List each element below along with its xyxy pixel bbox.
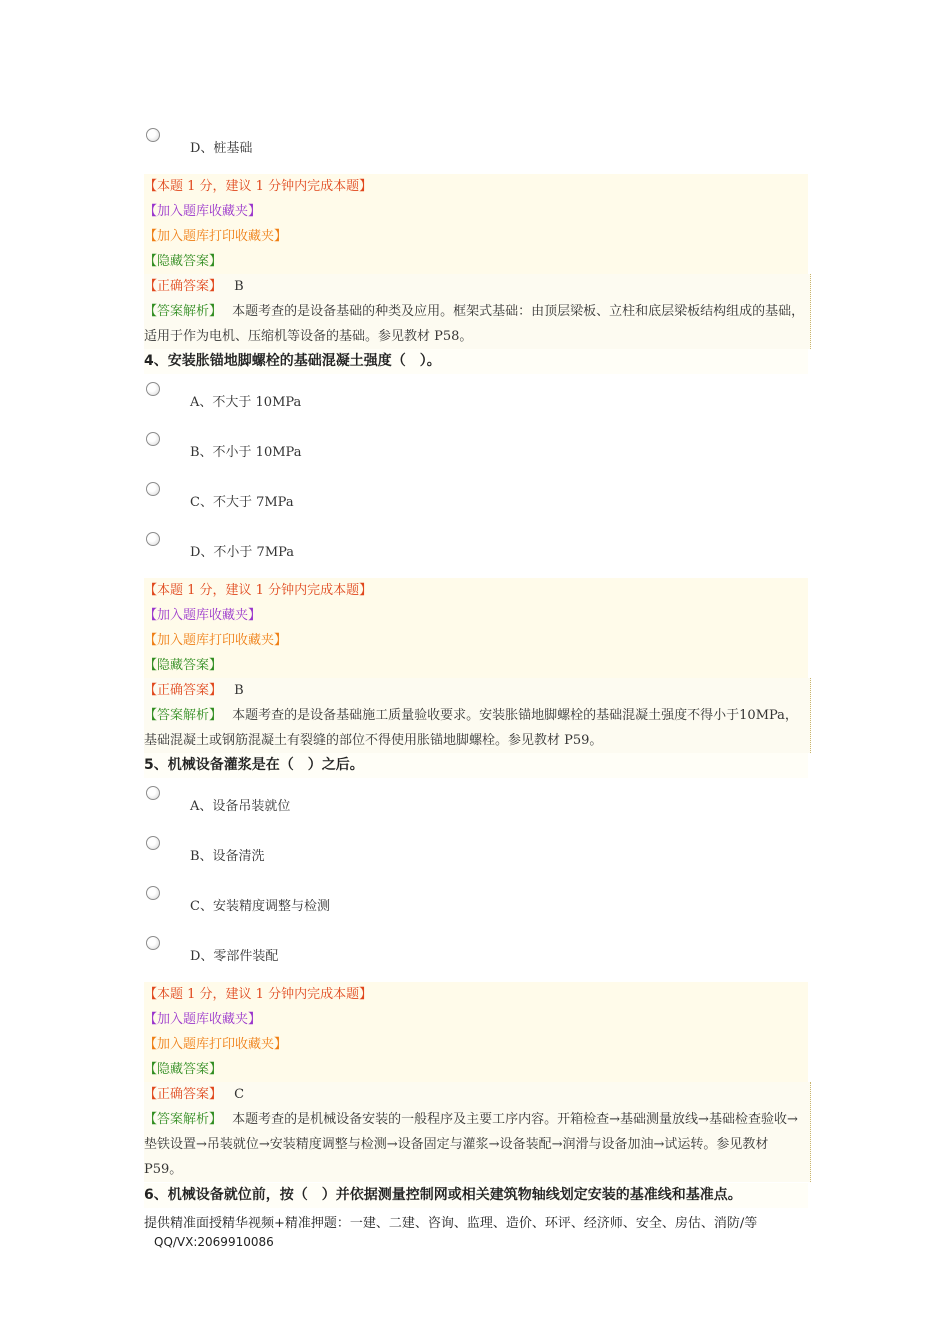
- option-q5-b[interactable]: [144, 828, 808, 878]
- correct-answer-label: 【正确答案】: [144, 1087, 223, 1102]
- option-q4-c[interactable]: [144, 474, 808, 524]
- option-label: D、零部件装配: [190, 949, 279, 964]
- option-q5-c[interactable]: [144, 878, 808, 928]
- hide-answer-link[interactable]: 【隐藏答案】: [144, 1062, 223, 1077]
- option-label: C、安装精度调整与检测: [190, 899, 330, 914]
- footer-contact: QQ/VX:2069910086: [154, 1235, 274, 1249]
- correct-answer-row: [144, 678, 810, 703]
- question-meta-q3: [144, 174, 808, 274]
- radio-button-icon[interactable]: [146, 886, 160, 900]
- add-favorite-link[interactable]: 【加入题库收藏夹】: [144, 204, 262, 219]
- option-q5-d[interactable]: [144, 928, 808, 978]
- explanation-text: 本题考查的是机械设备安装的一般程序及主要工序内容。开箱检查→基础测量放线→基础检查验收→垫铁设置→吊装就位→安装精度调整与检测→设备固定与灌浆→设备装配→润滑与设备加油→试运转。参见教材 P59。: [144, 1112, 798, 1177]
- explanation-label: 【答案解析】: [144, 708, 223, 723]
- add-print-favorite-link[interactable]: 【加入题库打印收藏夹】: [144, 229, 288, 244]
- add-favorite-link[interactable]: 【加入题库收藏夹】: [144, 1012, 262, 1027]
- add-print-favorite-link[interactable]: 【加入题库打印收藏夹】: [144, 633, 288, 648]
- option-q4-d[interactable]: [144, 524, 808, 574]
- question-title-q6: 6、机械设备就位前，按（ ）并依据测量控制网或相关建筑物轴线划定安装的基准线和基准点。: [144, 1183, 808, 1208]
- option-label: D、桩基础: [190, 141, 253, 156]
- explanation-label: 【答案解析】: [144, 1112, 223, 1127]
- correct-answer-label: 【正确答案】: [144, 279, 223, 294]
- radio-button-icon[interactable]: [146, 836, 160, 850]
- option-q4-a[interactable]: [144, 374, 808, 424]
- question-title-q4: 4、安装胀锚地脚螺栓的基础混凝土强度（ ）。: [144, 349, 808, 374]
- answer-explanation: [144, 1107, 810, 1182]
- option-q4-b[interactable]: [144, 424, 808, 474]
- question-meta-q5: [144, 982, 808, 1082]
- correct-answer-value: B: [234, 279, 244, 294]
- correct-answer-row: [144, 274, 810, 299]
- option-label: A、设备吊装就位: [190, 799, 291, 814]
- option-label: A、不大于 10MPa: [190, 395, 302, 410]
- question-meta-q4: [144, 578, 808, 678]
- exam-page: [144, 120, 808, 1252]
- option-label: C、不大于 7MPa: [190, 495, 294, 510]
- footer-ad-text: 提供精准面授精华视频+精准押题：一建、二建、咨询、监理、造价、环评、经济师、安全、房估、消防/等: [144, 1216, 758, 1231]
- hide-answer-link[interactable]: 【隐藏答案】: [144, 254, 223, 269]
- answer-box-q4: [144, 678, 811, 753]
- time-hint: 【本题 1 分，建议 1 分钟内完成本题】: [144, 987, 373, 1002]
- radio-button-icon[interactable]: [146, 432, 160, 446]
- radio-button-icon[interactable]: [146, 482, 160, 496]
- correct-answer-value: C: [234, 1087, 245, 1102]
- correct-answer-row: [144, 1082, 810, 1107]
- add-print-favorite-link[interactable]: 【加入题库打印收藏夹】: [144, 1037, 288, 1052]
- radio-button-icon[interactable]: [146, 128, 160, 142]
- hide-answer-link[interactable]: 【隐藏答案】: [144, 658, 223, 673]
- radio-button-icon[interactable]: [146, 936, 160, 950]
- option-label: D、不小于 7MPa: [190, 545, 295, 560]
- radio-button-icon[interactable]: [146, 532, 160, 546]
- radio-button-icon[interactable]: [146, 382, 160, 396]
- answer-box-q3: [144, 274, 811, 349]
- option-label: B、设备清洗: [190, 849, 265, 864]
- option-q5-a[interactable]: [144, 778, 808, 828]
- question-title-q5: 5、机械设备灌浆是在（ ）之后。: [144, 753, 808, 778]
- page-footer: [144, 1214, 808, 1252]
- explanation-label: 【答案解析】: [144, 304, 223, 319]
- answer-explanation: [144, 299, 810, 349]
- answer-explanation: [144, 703, 810, 753]
- time-hint: 【本题 1 分，建议 1 分钟内完成本题】: [144, 179, 373, 194]
- radio-button-icon[interactable]: [146, 786, 160, 800]
- correct-answer-value: B: [234, 683, 244, 698]
- explanation-text: 本题考查的是设备基础施工质量验收要求。安装胀锚地脚螺栓的基础混凝土强度不得小于10MPa，基础混凝土或钢筋混凝土有裂缝的部位不得使用胀锚地脚螺栓。参见教材 P59。: [144, 708, 798, 748]
- explanation-text: 本题考查的是设备基础的种类及应用。框架式基础：由顶层梁板、立柱和底层梁板结构组成的基础，适用于作为电机、压缩机等设备的基础。参见教材 P58。: [144, 304, 805, 344]
- option-q3-d[interactable]: [144, 120, 808, 170]
- correct-answer-label: 【正确答案】: [144, 683, 223, 698]
- answer-box-q5: [144, 1082, 811, 1182]
- add-favorite-link[interactable]: 【加入题库收藏夹】: [144, 608, 262, 623]
- time-hint: 【本题 1 分，建议 1 分钟内完成本题】: [144, 583, 373, 598]
- option-label: B、不小于 10MPa: [190, 445, 302, 460]
